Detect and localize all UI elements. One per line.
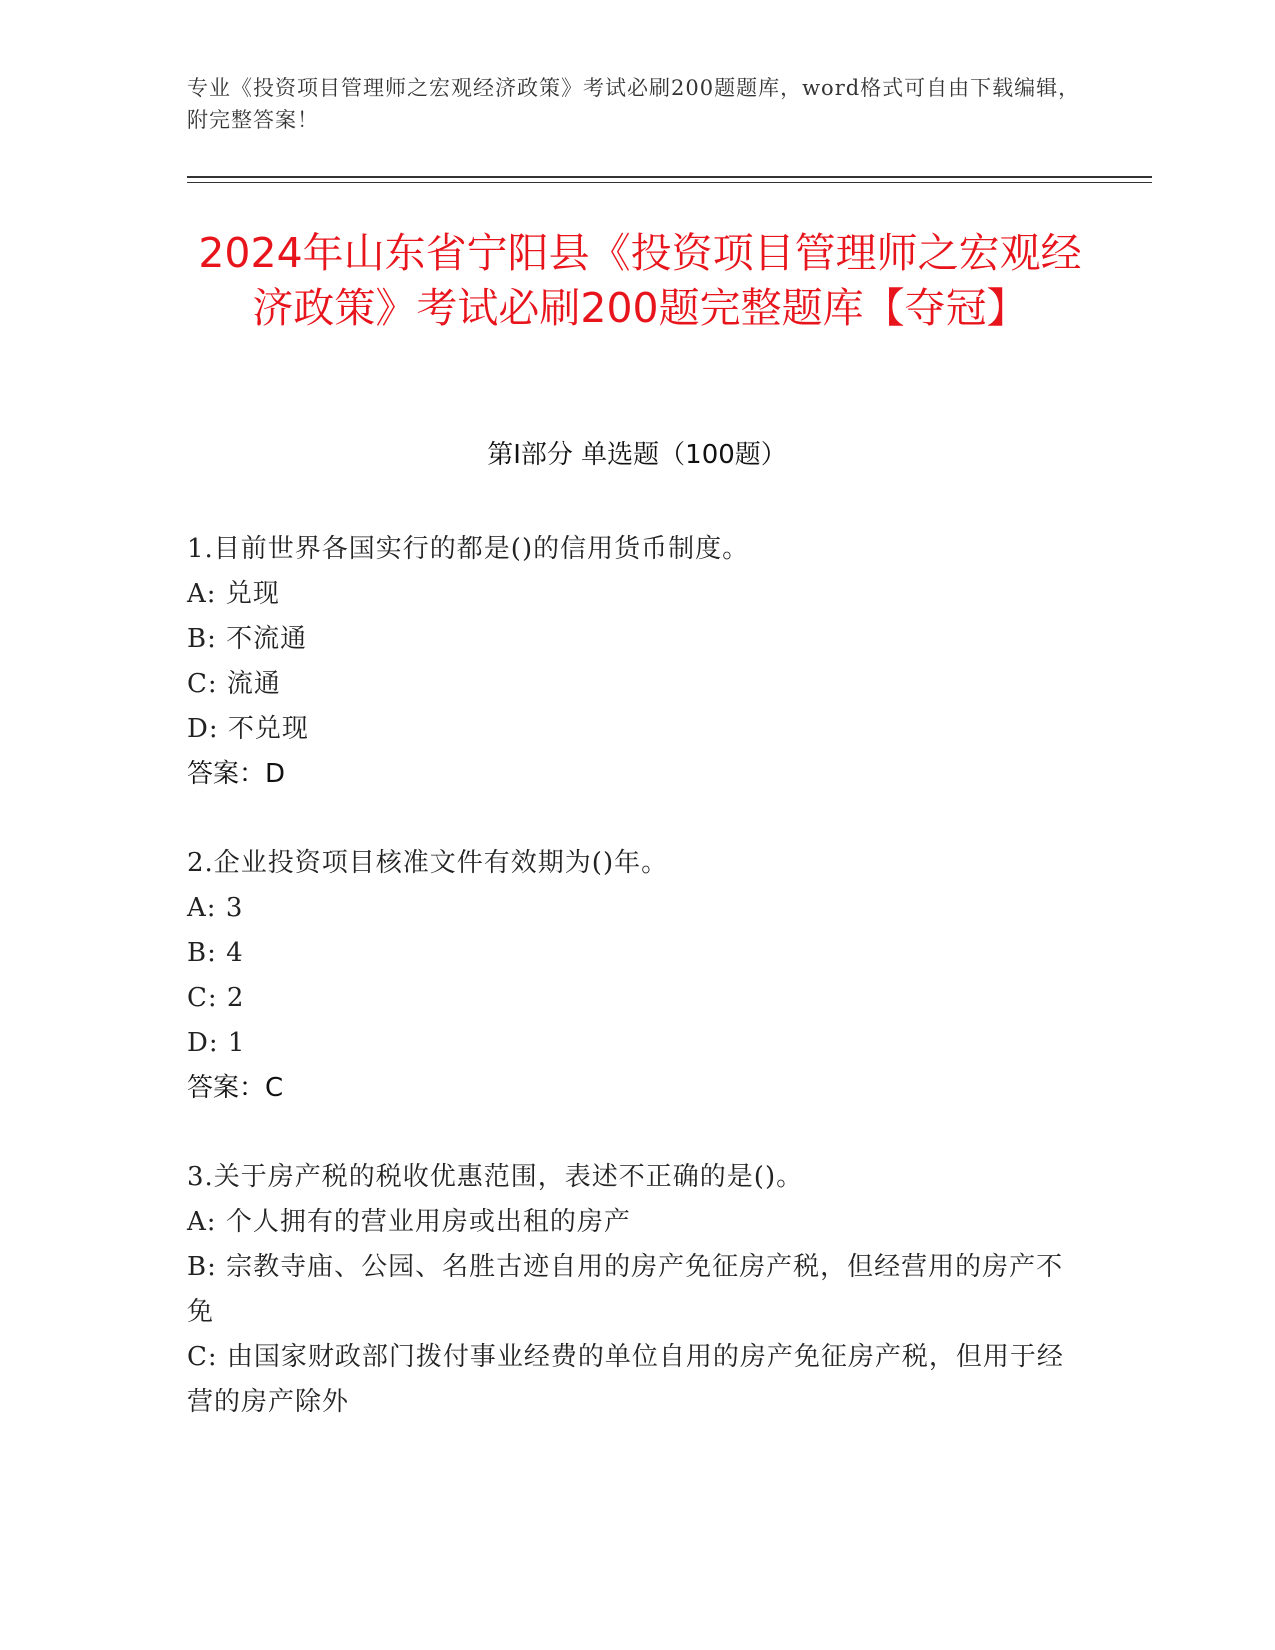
option-c [187,1335,1087,1425]
option-d [187,1021,1087,1066]
option-letter: A: [187,893,217,923]
option-text: 兑现 [225,579,280,609]
header-divider-thick [187,176,1152,178]
option-letter: C: [187,1342,218,1372]
option-text: 4 [226,938,244,968]
answer-line: 答案：C [187,1073,284,1103]
document-title: 2024年山东省宁阳县《投资项目管理师之宏观经济政策》考试必刷200题完整题库【夺冠】 [198,229,1082,332]
option-letter: B: [187,938,217,968]
option-text: 1 [227,1028,246,1058]
option-text: 个人拥有的营业用房或出租的房产 [225,1207,631,1237]
question-stem: 1.目前世界各国实行的都是()的信用货币制度。 [187,534,750,564]
question-3 [187,1155,1087,1425]
option-letter: A: [187,579,217,609]
option-a [187,886,1087,931]
header-note: 专业《投资项目管理师之宏观经济政策》考试必刷200题题库，word格式可自由下载编辑，附完整答案！ [187,76,1081,132]
question-stem: 2.企业投资项目核准文件有效期为()年。 [187,848,669,878]
option-a [187,572,1087,617]
option-c [187,662,1087,707]
option-b [187,617,1087,662]
option-letter: C: [187,983,218,1013]
option-a [187,1200,1087,1245]
section-heading: 第I部分 单选题（100题） [487,440,787,470]
question-list [187,527,1087,1469]
option-text: 2 [226,983,245,1013]
option-text: 不流通 [226,624,308,654]
option-text: 流通 [226,669,281,699]
option-text: 由国家财政部门拨付事业经费的单位自用的房产免征房产税，但用于经营的房产除外 [187,1342,1064,1417]
question-stem: 3.关于房产税的税收优惠范围，表述不正确的是()。 [187,1162,804,1192]
option-text: 3 [225,893,244,923]
option-letter: B: [187,1252,217,1282]
option-text: 不兑现 [227,714,309,744]
answer-line: 答案：D [187,759,286,789]
option-letter: D: [187,1028,219,1058]
option-d [187,707,1087,752]
option-text: 宗教寺庙、公园、名胜古迹自用的房产免征房产税，但经营用的房产不免 [187,1252,1064,1327]
question-1 [187,527,1087,797]
option-letter: C: [187,669,218,699]
option-b [187,931,1087,976]
option-letter: D: [187,714,219,744]
option-c [187,976,1087,1021]
option-b [187,1245,1087,1335]
option-letter: B: [187,624,217,654]
question-2 [187,841,1087,1111]
header-divider-thin [187,182,1152,183]
option-letter: A: [187,1207,217,1237]
